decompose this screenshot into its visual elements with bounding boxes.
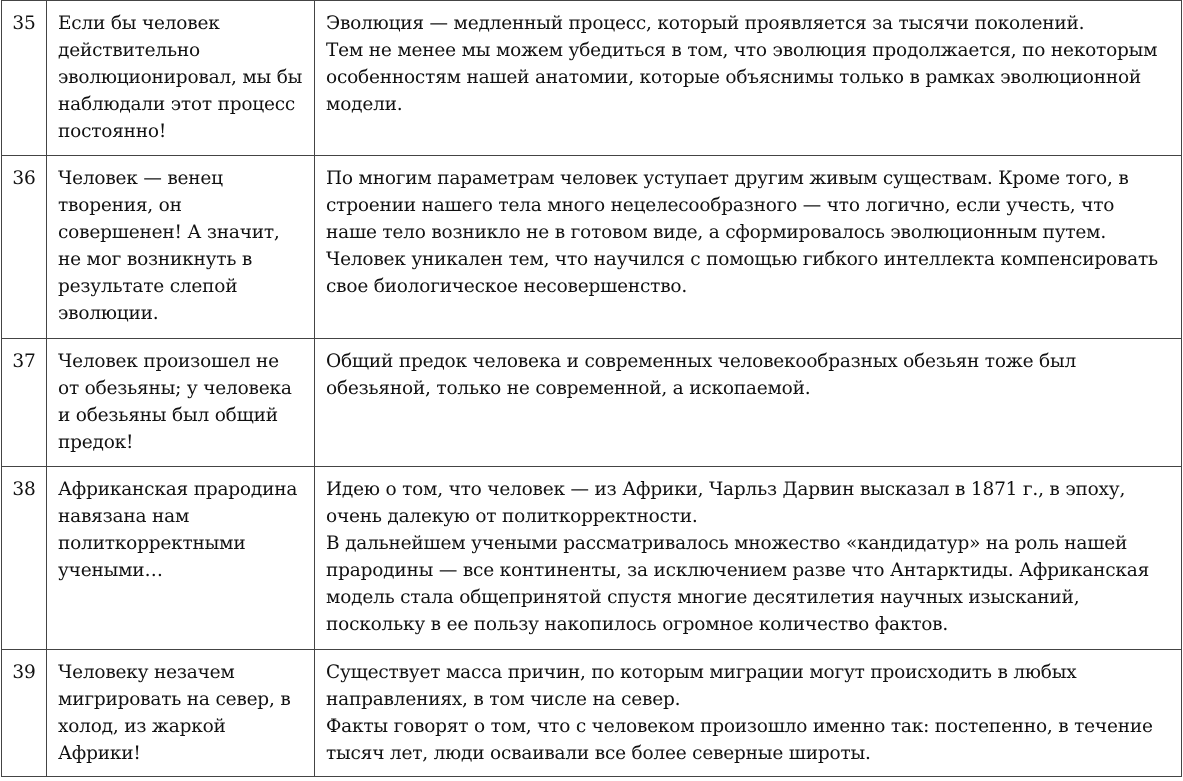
table-row bbox=[2, 467, 1182, 650]
row-number: 36 bbox=[2, 156, 47, 339]
answer-paragraph: Тем не менее мы можем убедиться в том, что эволюция продолжается, по некоторым особенностям нашей анатомии, которые объяснимы только в рамках эволюционной модели. bbox=[326, 40, 1158, 115]
myth-answer bbox=[315, 650, 1182, 777]
answer-paragraph: Существует масса причин, по которым миграции могут происходить в любых направлениях, в том числе на север. bbox=[326, 662, 1077, 710]
table-row bbox=[2, 650, 1182, 777]
myth-claim: Если бы человек действительно эволюционировал, мы бы наблюдали этот процесс постоянно! bbox=[47, 1, 315, 156]
myth-claim: Человек произошел не от обезьяны; у человека и обезьяны был общий предок! bbox=[47, 339, 315, 467]
answer-paragraph: Идею о том, что человек — из Африки, Чарльз Дарвин высказал в 1871 г., в эпоху, очень далекую от политкорректности. bbox=[326, 479, 1126, 527]
myth-answer bbox=[315, 1, 1182, 156]
answer-paragraph: По многим параметрам человек уступает другим живым существам. Кроме того, в строении нашего тела много нецелесообразного — что логично, если учесть, что наше тело возникло не в готовом виде, а сформировалось эволюционным путем. bbox=[326, 168, 1129, 243]
myth-claim: Человек — венец творения, он совершенен! А значит, не мог возникнуть в результате слепой эволюции. bbox=[47, 156, 315, 339]
row-number: 38 bbox=[2, 467, 47, 650]
answer-paragraph: Общий предок человека и современных человекообразных обезьян тоже был обезьяной, только не современной, а ископаемой. bbox=[326, 351, 1077, 399]
table-row bbox=[2, 156, 1182, 339]
row-number: 35 bbox=[2, 1, 47, 156]
myth-answer bbox=[315, 467, 1182, 650]
myth-claim: Африканская прародина навязана нам политкорректными учеными… bbox=[47, 467, 315, 650]
table-row bbox=[2, 339, 1182, 467]
myth-answer bbox=[315, 339, 1182, 467]
myth-claim: Человеку незачем мигрировать на север, в холод, из жаркой Африки! bbox=[47, 650, 315, 777]
answer-paragraph: В дальнейшем учеными рассматривалось множество «кандидатур» на роль нашей прародины — все континенты, за исключением разве что Антарктиды. Африканская модель стала общепринятой спустя многие десятилетия научных изысканий, поскольку в ее пользу накопилось огромное количество фактов. bbox=[326, 533, 1150, 635]
answer-paragraph: Эволюция — медленный процесс, который проявляется за тысячи поколений. bbox=[326, 13, 1085, 34]
myths-table bbox=[1, 0, 1182, 777]
answer-paragraph: Человек уникален тем, что научился с помощью гибкого интеллекта компенсировать свое биологическое несовершенство. bbox=[326, 249, 1158, 297]
row-number: 37 bbox=[2, 339, 47, 467]
row-number: 39 bbox=[2, 650, 47, 777]
answer-paragraph: Факты говорят о том, что с человеком произошло именно так: постепенно, в течение тысяч лет, люди осваивали все более северные широты. bbox=[326, 716, 1153, 764]
myth-answer bbox=[315, 156, 1182, 339]
table-row bbox=[2, 1, 1182, 156]
